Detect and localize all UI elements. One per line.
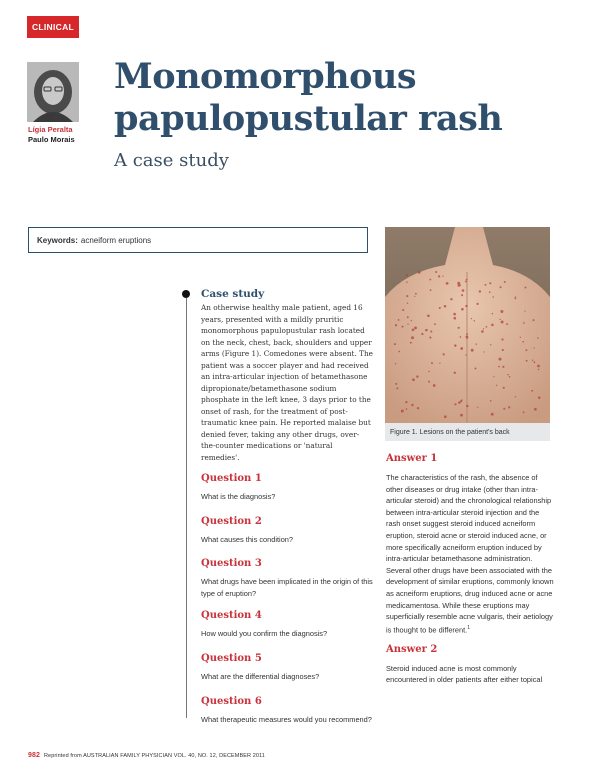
rash-spot [531,390,533,392]
rash-spot [398,319,400,321]
question-heading: Question 6 [201,695,262,707]
rash-spot [402,309,404,311]
rash-spot [461,308,464,311]
rash-spot [454,403,456,405]
rash-spot [444,415,447,418]
rash-spot [491,324,494,327]
author-photo [27,62,79,122]
rash-spot [489,291,491,293]
answer-body: The characteristics of the rash, the absence of other diseases or drug intake (other than intra-articular steroid) and the chronological relationship between intra-articular steroid injection and the rash onset suggest steroid induced acneiform eruption, steroid acne or steroid induced acne, or more specifically acneiform eruption induced by intra-articular betamethasone administration. Several other drugs have been associated with the development of similar eruptions, commonly known as acneiform eruptions, drug induced acne or acne medicamentosa. While these eruptions may superficially resemble acne vulgaris, their aetiology is thought to be different. [386,473,554,635]
rash-spot [508,406,510,408]
rash-spot [398,351,400,353]
rash-spot [430,289,432,291]
rash-spot [395,363,396,364]
figure-photo [385,227,550,423]
rash-spot [454,344,456,346]
article-subtitle: A case study [114,150,229,171]
rash-spot [418,271,421,274]
rash-spot [523,411,525,413]
rash-spot [532,359,533,360]
rash-spot [430,330,432,332]
rash-spot [515,396,516,397]
right-column [386,452,554,686]
keywords-label: Keywords: [37,235,78,245]
rash-spot [457,282,460,285]
rash-spot [466,333,468,335]
rash-spot [477,407,478,408]
rash-spot [407,324,408,325]
rash-spot [407,316,409,318]
section-tag: CLINICAL [27,16,79,38]
rash-spot [479,290,481,292]
rash-spot [411,404,413,406]
question-heading: Question 2 [201,515,262,527]
rash-spot [443,353,445,355]
rash-spot [471,318,472,319]
rash-spot [476,303,478,305]
keywords-value: acneiform eruptions [80,235,152,245]
question-block-6 [201,695,373,726]
rash-spot [454,372,456,374]
question-text: What drugs have been implicated in the origin of this type of eruption? [201,577,373,598]
answer-heading-1: Answer 1 [386,453,438,464]
figure-caption: Figure 1. Lesions on the patient's back [385,423,550,441]
rash-spot [444,305,447,308]
rash-spot [429,337,431,339]
question-text: How would you confirm the diagnosis? [201,629,328,639]
rash-spot [433,384,436,387]
rash-spot [405,401,407,403]
rash-spot [486,326,488,328]
question-text: What therapeutic measures would you recommend? [201,714,372,724]
rash-spot [533,347,534,348]
question-block-3 [201,557,373,599]
rash-spot [395,383,397,385]
question-heading: Question 1 [201,473,262,484]
keywords-box [28,227,368,253]
rash-spot [465,305,467,307]
rash-spot [499,358,502,361]
rash-spot [406,295,408,297]
rash-spot [395,324,397,326]
page-footer [28,752,265,759]
rash-spot [434,323,436,325]
rash-spot [453,313,456,316]
rash-spot [533,319,535,321]
rash-spot [412,378,415,381]
rash-spot [483,351,484,352]
question-heading: Question 3 [201,558,262,570]
rash-spot [538,369,539,370]
rash-spot [406,408,408,410]
rash-spot [458,401,461,404]
rash-spot [453,317,456,320]
rash-spot [525,349,527,351]
rash-spot [475,368,477,370]
question-block-2 [201,515,373,546]
rash-spot [523,322,525,324]
rash-spot [439,362,440,363]
question-text: What causes this condition? [201,534,294,544]
case-study-heading: Case study [201,288,265,300]
article-title [114,56,534,140]
title-line-2: papulopustular rash [114,98,503,139]
rash-spot [429,279,431,281]
rash-spot [466,279,468,281]
rash-spot [439,307,441,309]
rash-spot [492,313,494,315]
rash-spot [481,330,484,333]
rash-spot [506,323,508,325]
question-heading: Question 4 [201,610,262,622]
column-rule [186,298,187,718]
rash-spot [522,341,524,343]
rash-spot [525,287,527,289]
case-study-text: An otherwise healthy male patient, aged 16 years, presented with a mildly pruritic monomorphous papulopustular rash located on the neck, chest, back, shoulders and upper arms (Figure 1). Comedones were absent. The patient was a soccer player and had received an intra-articular injection of betamethasone dipropionate/betamethasone sodium phosphate in the left knee, 3 days prior to the onset of rash, for the treatment of post-traumatic knee pain. He reported malaise but denied fever, taking any other drugs, over-the-counter medications or 'natural remedies'. [201,303,373,462]
rash-spot [401,410,404,413]
rash-spot [427,314,430,317]
rash-spot [520,337,521,338]
rash-spot [450,298,452,300]
rash-spot [412,328,415,331]
rash-spot [461,294,463,296]
answer-heading-2: Answer 2 [386,643,438,655]
rash-spot [501,338,503,340]
question-block-4 [201,609,373,640]
rash-spot [414,326,417,329]
rash-spot [514,297,516,299]
rash-spot [503,408,505,410]
rash-spot [446,282,449,285]
rash-spot [460,347,463,350]
rash-spot [460,414,463,417]
rash-spot [417,407,419,409]
rash-spot [491,413,494,416]
rash-spot [526,360,528,362]
answer-text-2: Steroid induced acne is most commonly encountered in older patients after either topical [386,663,543,685]
page-number: 982 [28,752,40,759]
rash-spot [474,320,475,321]
rash-spot [465,354,466,355]
rash-spot [537,337,539,339]
rash-spot [489,282,491,284]
section-bullet [182,290,190,298]
rash-spot [431,362,433,364]
author-name-2: Paulo Morais [28,135,75,144]
author-name-1: Lígia Peralta [28,125,73,134]
rash-spot [490,344,491,345]
rash-spot [503,387,505,389]
rash-spot [396,387,398,389]
rash-spot [490,400,492,402]
rash-spot [471,349,474,352]
rash-spot [537,365,540,368]
rash-spot [538,396,541,399]
rash-spot [460,336,462,338]
rash-spot [461,399,462,400]
answer-text-1 [386,472,554,636]
rash-spot [410,342,412,344]
left-column [201,288,373,725]
rash-spot [483,328,484,329]
rash-spot [500,310,503,313]
rash-spot [504,281,506,283]
rash-spot [415,293,417,295]
rash-spot [509,376,511,378]
reference-marker: 1 [467,624,470,631]
rash-spot [394,343,396,345]
rash-spot [507,374,509,376]
rash-spot [442,275,443,276]
rash-spot [502,349,504,351]
question-heading: Question 5 [201,652,262,664]
rash-spot [401,326,403,328]
rash-spot [411,320,412,321]
rash-spot [466,337,468,339]
rash-spot [465,281,467,283]
rash-spot [515,296,516,297]
footer-citation: Reprinted from AUSTRALIAN FAMILY PHYSICIAN VOL. 40, NO. 12, DECEMBER 2011 [43,753,265,759]
rash-spot [496,385,497,386]
rash-spot [406,274,408,276]
rash-spot [421,333,423,335]
title-line-1: Monomorphous [114,56,417,97]
rash-spot [427,329,428,330]
rash-spot [462,289,465,292]
rash-spot [499,319,500,320]
rash-spot [500,286,502,288]
question-block-1 [201,472,373,503]
rash-spot [438,275,440,277]
rash-spot [416,375,418,377]
rash-spot [534,408,537,411]
rash-spot [407,302,408,303]
rash-spot [485,284,487,286]
rash-spot [524,310,525,311]
rash-spot [493,376,494,377]
rash-spot [501,321,504,324]
rash-spot [414,296,415,297]
question-text: What is the diagnosis? [201,492,276,501]
rash-spot [534,361,536,363]
rash-spot [458,327,460,329]
rash-spot [411,336,414,339]
rash-spot [466,405,468,407]
rash-spot [498,366,500,368]
rash-spot [492,296,494,298]
rash-spot [476,343,478,345]
question-text: What are the differential diagnoses? [201,671,320,681]
rash-spot [435,271,437,273]
rash-spot [502,366,504,368]
rash-spot [428,381,430,383]
rash-spot [406,281,408,283]
rash-spot [428,371,429,372]
question-block-5 [201,652,373,683]
